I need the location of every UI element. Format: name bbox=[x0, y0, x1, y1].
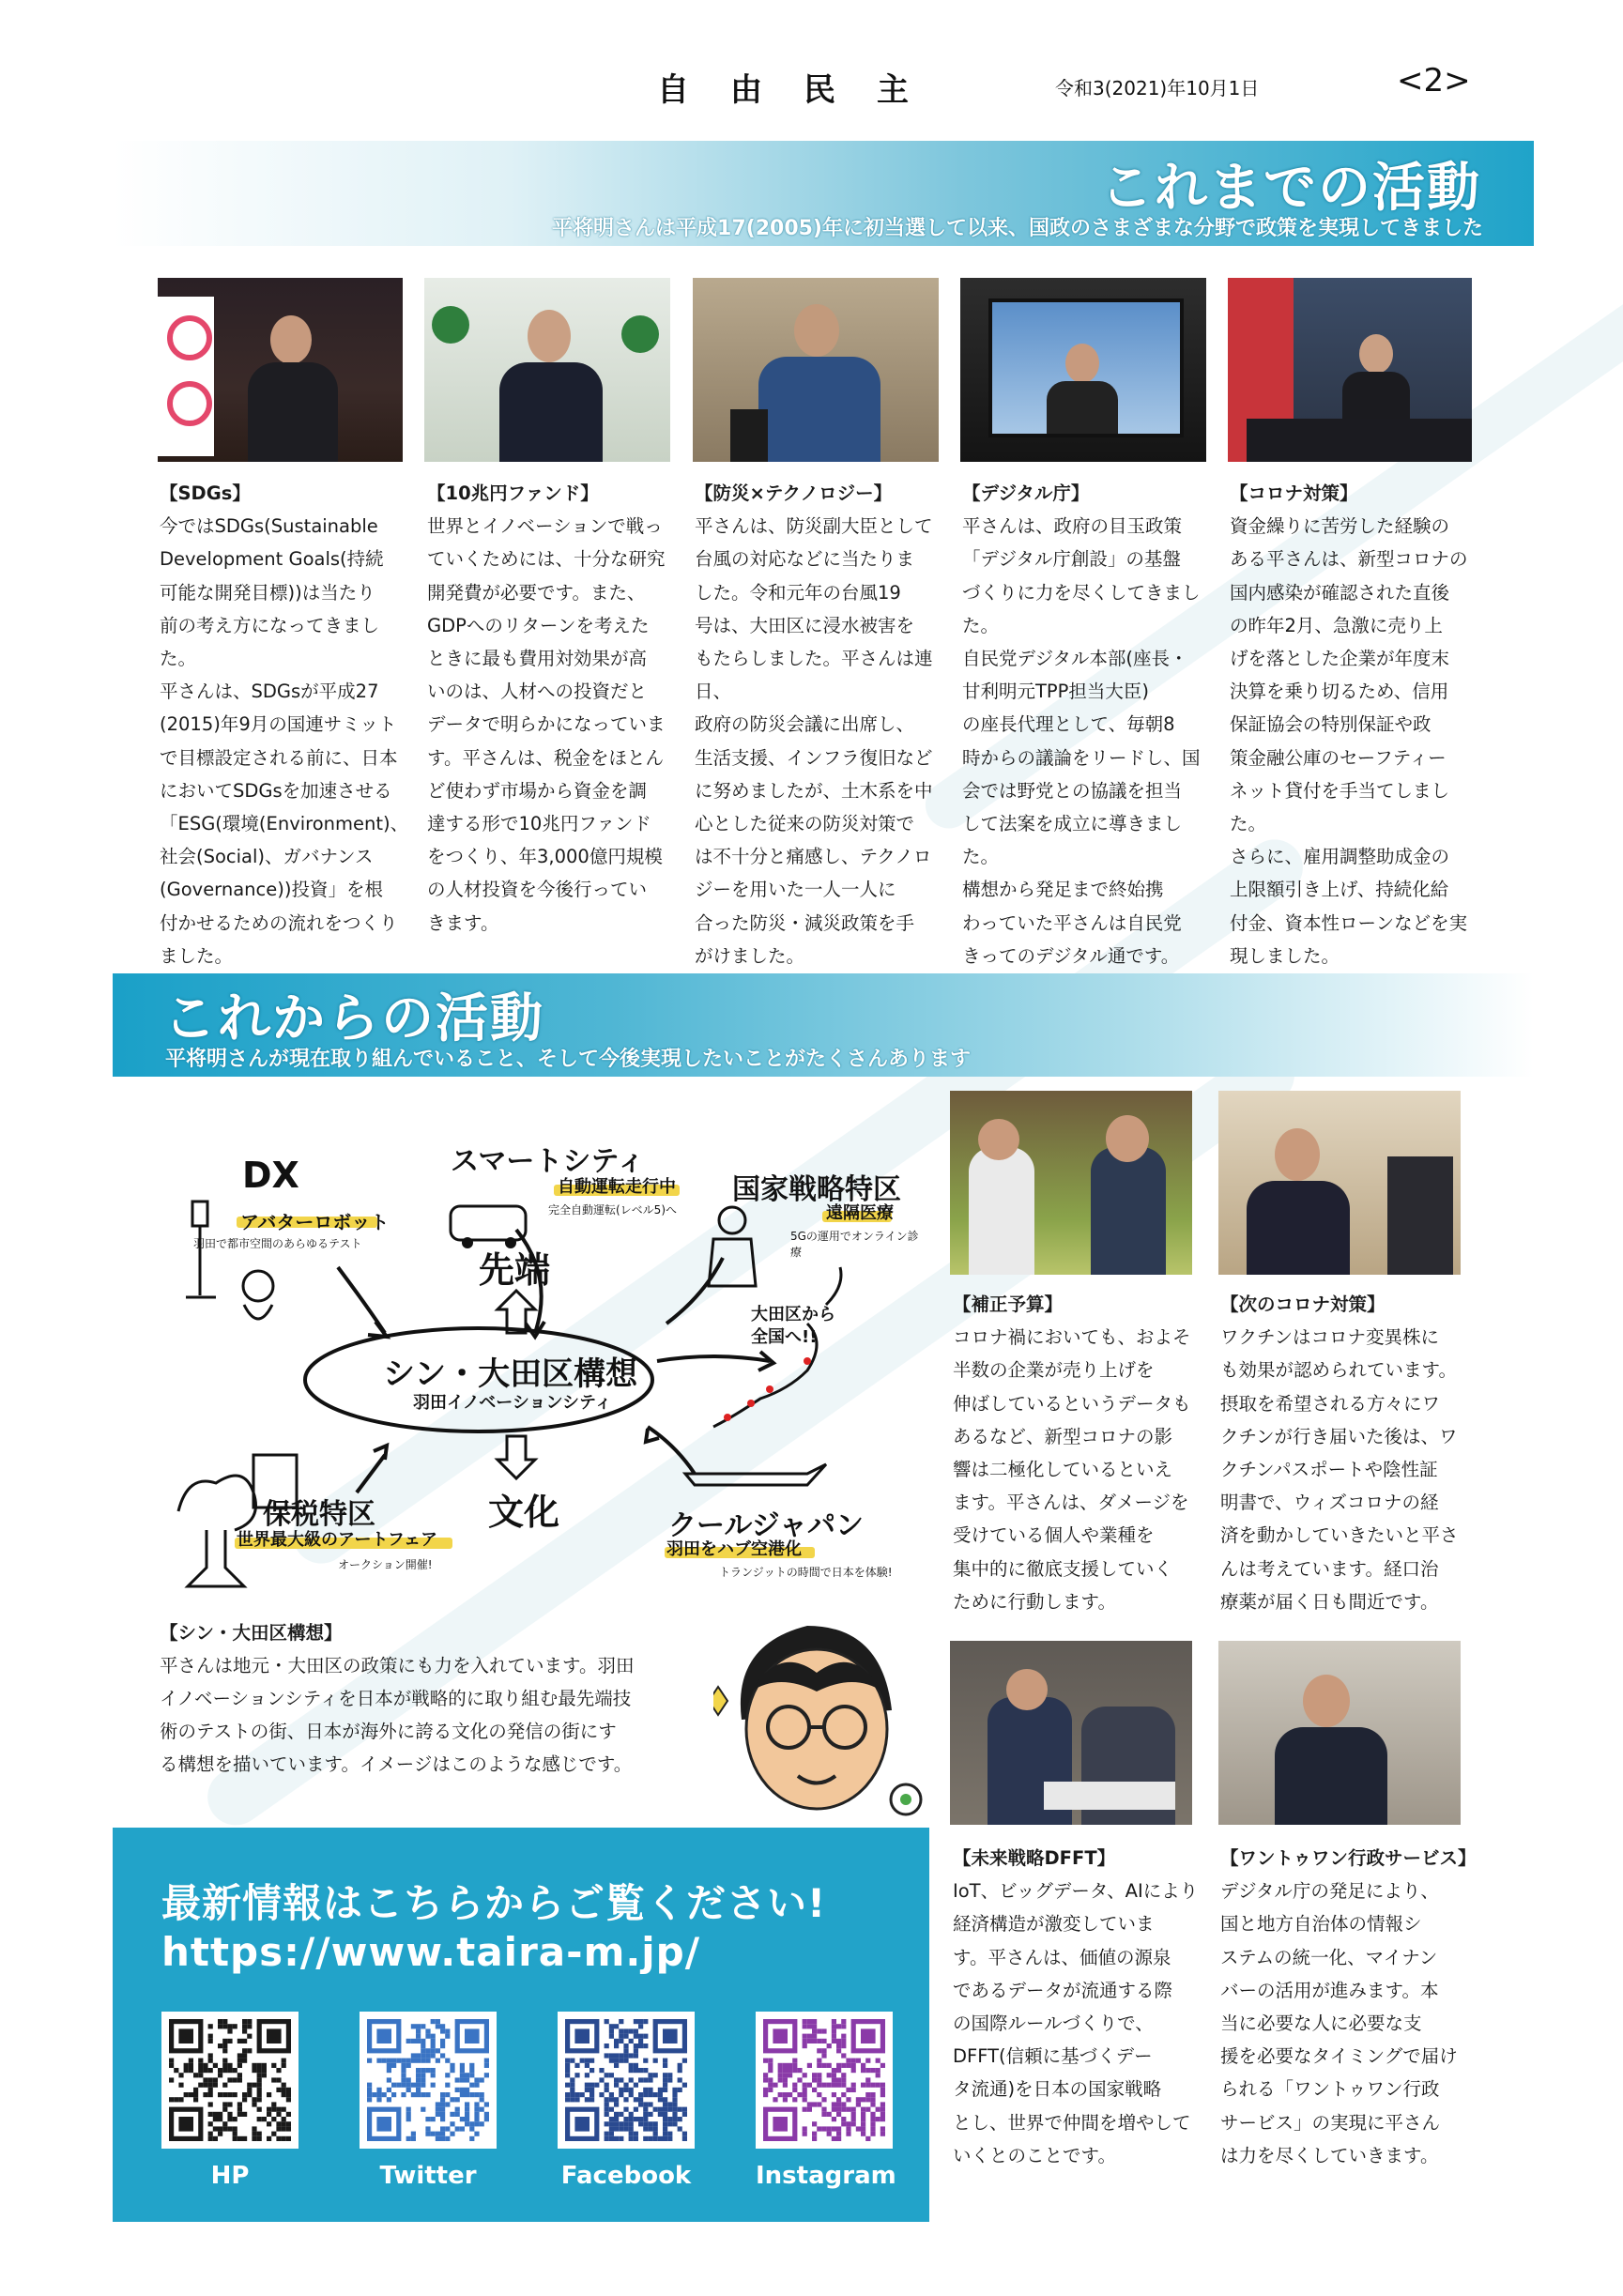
article-bousai: 【防災×テクノロジー】 平さんは、防災副大臣として 台風の対応などに当たりま した。令和元年の台風19 号は、大田区に浸水被害を もたらしました。平さんは連日、 政府の防災会議に出席し、 生活支援、インフラ復旧など に努めましたが、土木系を中 心とした従来の防災対策で は不十分と痛感し、テクノロ ジーを用いた一人一人に 合った防災・減災政策を手 がけました。 bbox=[695, 477, 946, 972]
article-hosei: 【補正予算】 コロナ禍においても、およそ 半数の企業が売り上げを 伸ばしているというデータも あるなど、新型コロナの影 響は二極化しているといえ ます。平さんは、ダメージを 受けている個人や業種を 集中的に徹底支援していく ために行動します。 bbox=[953, 1288, 1201, 1618]
past-section-title: これまでの活動 bbox=[1100, 158, 1481, 219]
label-autodrive-sub: 完全自動運転(レベル5)へ bbox=[548, 1203, 677, 1217]
label-center: シン・大田区構想 bbox=[383, 1355, 638, 1393]
photo-fund bbox=[424, 278, 670, 462]
qr-code-icon bbox=[169, 2019, 291, 2141]
label-autodrive: 自動運転走行中 bbox=[558, 1177, 676, 1197]
article-next-corona: 【次のコロナ対策】 ワクチンはコロナ変異株に も効果が認められています。 摂取を希望される方々にワ クチンが行き届いた後は、ワ クチンパスポートや陰性証 明書で、ウィズコロナの経 済を動かしていきたいと平さ んは考えています。経口治 療薬が届く日も間近です。 bbox=[1220, 1288, 1474, 1618]
photo-one-to-one bbox=[1218, 1641, 1461, 1825]
label-tokku: 国家戦略特区 bbox=[732, 1173, 901, 1206]
label-cool-japan: クールジャパン bbox=[668, 1509, 865, 1542]
label-avatar-robot: アバターロボット bbox=[240, 1211, 390, 1233]
article-title: 【シン・大田区構想】 bbox=[160, 1622, 343, 1644]
qr-code-icon bbox=[565, 2019, 687, 2141]
info-headline: 最新情報はこちらからご覧ください! bbox=[161, 1880, 827, 1926]
future-section-header bbox=[113, 973, 1534, 1077]
label-enkaku-sub: 5Gの運用でオンライン診療 bbox=[790, 1230, 919, 1259]
label-bunka: 文化 bbox=[488, 1492, 560, 1533]
info-box bbox=[113, 1828, 929, 2222]
photo-next-corona bbox=[1218, 1091, 1461, 1275]
qr-code-facebook[interactable] bbox=[558, 2012, 695, 2149]
photo-hosei bbox=[950, 1091, 1192, 1275]
label-dx: DX bbox=[242, 1155, 299, 1196]
photo-dfft bbox=[950, 1641, 1192, 1825]
article-corona: 【コロナ対策】 資金繰りに苦労した経験の ある平さんは、新型コロナの 国内感染が確認された直後 の昨年2月、急激に売り上 げを落とした企業が年度末 決算を乗り切るため、信用 保証協会の特別保証や政 策金融公庫のセーフティー ネット貸付を手当てしました。 さらに、雇用調整助成金の 上限額引き上げ、持続化給 付金、資本性ローンなどを実 現しました。 bbox=[1230, 477, 1483, 972]
qr-code-instagram[interactable] bbox=[756, 2012, 893, 2149]
character-icon bbox=[713, 1607, 939, 1832]
article-digital: 【デジタル庁】 平さんは、政府の目玉政策 「デジタル庁創設」の基盤 づくりに力を尽くしてきました。 自民党デジタル本部(座長・ 甘利明元TPP担当大臣) の座長代理として、毎朝8 時からの議論をリードし、国 会では野党との協議を担当 して法案を成立に導きました。 構想から発足まで終始携 わっていた平さんは自民党 きってのデジタル通です。 bbox=[962, 477, 1216, 972]
article-title: 【コロナ対策】 bbox=[1230, 482, 1358, 504]
article-title: 【補正予算】 bbox=[953, 1293, 1064, 1315]
past-section-subtitle: 平将明さんは平成17(2005)年に初当選して以来、国政のさまざまな分野で政策を実現してきました bbox=[552, 217, 1483, 240]
qr-code-twitter[interactable] bbox=[360, 2012, 497, 2149]
label-enkaku: 遠隔医療 bbox=[826, 1203, 894, 1223]
label-auction: オークション開催! bbox=[338, 1558, 433, 1571]
qr-code-icon bbox=[763, 2019, 885, 2141]
label-artfair: 世界最大級のアートフェア bbox=[237, 1530, 438, 1550]
article-title: 【ワントゥワン行政サービス】 bbox=[1220, 1847, 1477, 1869]
article-fund: 【10兆円ファンド】 世界とイノベーションで戦っ ていくためには、十分な研究 開発費が必要です。また、 GDPへのリターンを考えた ときに最も費用対効果が高 いのは、人材への投資だと データで明らかになっていま す。平さんは、税金をほとん ど使わず市場から資金を調 達する形で10兆円ファンド をつくり、年3,000億円規模 の人材投資を今後行ってい きます。 bbox=[427, 477, 679, 940]
label-avatar-sub: 羽田で都市空間のあらゆるテスト bbox=[193, 1237, 362, 1250]
article-title: 【10兆円ファンド】 bbox=[427, 482, 599, 504]
qr-label-instagram: Instagram bbox=[756, 2162, 896, 2190]
label-transit: トランジットの時間で日本を体験! bbox=[719, 1566, 893, 1579]
article-dfft: 【未来戦略DFFT】 IoT、ビッグデータ、AIにより 経済構造が激変していま す。平さんは、価値の源泉 であるデータが流通する際 の国際ルールづくりで、 DFFT(信頼に基づくデー タ流通)を日本の国家戦略 とし、世界で仲間を増やして いくとのことです。 bbox=[953, 1842, 1201, 2172]
photo-digital bbox=[960, 278, 1206, 462]
masthead-title: 自由民主 bbox=[657, 71, 950, 109]
qr-label-facebook: Facebook bbox=[560, 2162, 692, 2190]
website-url-link[interactable]: https://www.taira-m.jp/ bbox=[161, 1929, 701, 1975]
qr-code-hp[interactable] bbox=[161, 2012, 299, 2149]
shin-ota-diagram bbox=[150, 1117, 929, 1605]
label-smartcity: スマートシティ bbox=[451, 1145, 645, 1178]
page-number: <2> bbox=[1397, 62, 1471, 99]
qr-label-twitter: Twitter bbox=[379, 2162, 477, 2190]
article-title: 【デジタル庁】 bbox=[962, 482, 1090, 504]
label-hozei: 保税特区 bbox=[263, 1498, 375, 1531]
photo-corona bbox=[1228, 278, 1472, 462]
character-illustration bbox=[713, 1607, 939, 1832]
photo-bousai bbox=[693, 278, 939, 462]
label-zenkoku: 全国へ!! bbox=[751, 1327, 818, 1347]
label-center-sub: 羽田イノベーションシティ bbox=[413, 1393, 612, 1413]
label-hub: 羽田をハブ空港化 bbox=[666, 1539, 802, 1559]
past-section-header bbox=[113, 141, 1534, 246]
future-section-subtitle: 平将明さんが現在取り組んでいること、そして今後実現したいことがたくさんあります bbox=[165, 1048, 972, 1071]
article-sdgs: 【SDGs】 今ではSDGs(Sustainable Development Goals(持続 可能な開発目標))は当たり 前の考え方になってきました。 平さんは、SDGsが平成27 (2015)年9月の国連サミット で目標設定される前に、日本 においてSDGsを加速させる 「ESG(環境(Environment)、 社会(Social)、ガバナンス (Governance))投資」を根 付かせるための流れをつくり ました。 bbox=[160, 477, 411, 972]
article-one-to-one: 【ワントゥワン行政サービス】 デジタル庁の発足により、 国と地方自治体の情報シ ステムの統一化、マイナン バーの活用が進みます。本 当に必要な人に必要な支 援を必要なタイミングで届け られる「ワントゥワン行政 サービス」の実現に平さん は力を尽くしていきます。 bbox=[1220, 1842, 1474, 2172]
article-title: 【防災×テクノロジー】 bbox=[695, 482, 893, 504]
label-ota: 大田区から bbox=[751, 1305, 835, 1324]
article-title: 【SDGs】 bbox=[160, 482, 251, 504]
article-title: 【未来戦略DFFT】 bbox=[953, 1847, 1116, 1869]
photo-sdgs bbox=[158, 278, 403, 462]
future-section-title: これからの活動 bbox=[163, 988, 544, 1049]
qr-label-hp: HP bbox=[210, 2162, 250, 2190]
issue-date: 令和3(2021)年10月1日 bbox=[1055, 77, 1260, 99]
qr-code-icon bbox=[367, 2019, 489, 2141]
article-title: 【次のコロナ対策】 bbox=[1220, 1293, 1386, 1315]
label-senten: 先端 bbox=[479, 1249, 551, 1291]
article-shin-ota: 【シン・大田区構想】 平さんは地元・大田区の政策にも力を入れています。羽田 イノベーションシティを日本が戦略的に取り組む最先端技 術のテストの街、日本が海外に誇る文化の発信の街にす る構想を描いています。イメージはこのような感じです。 bbox=[160, 1616, 685, 1781]
